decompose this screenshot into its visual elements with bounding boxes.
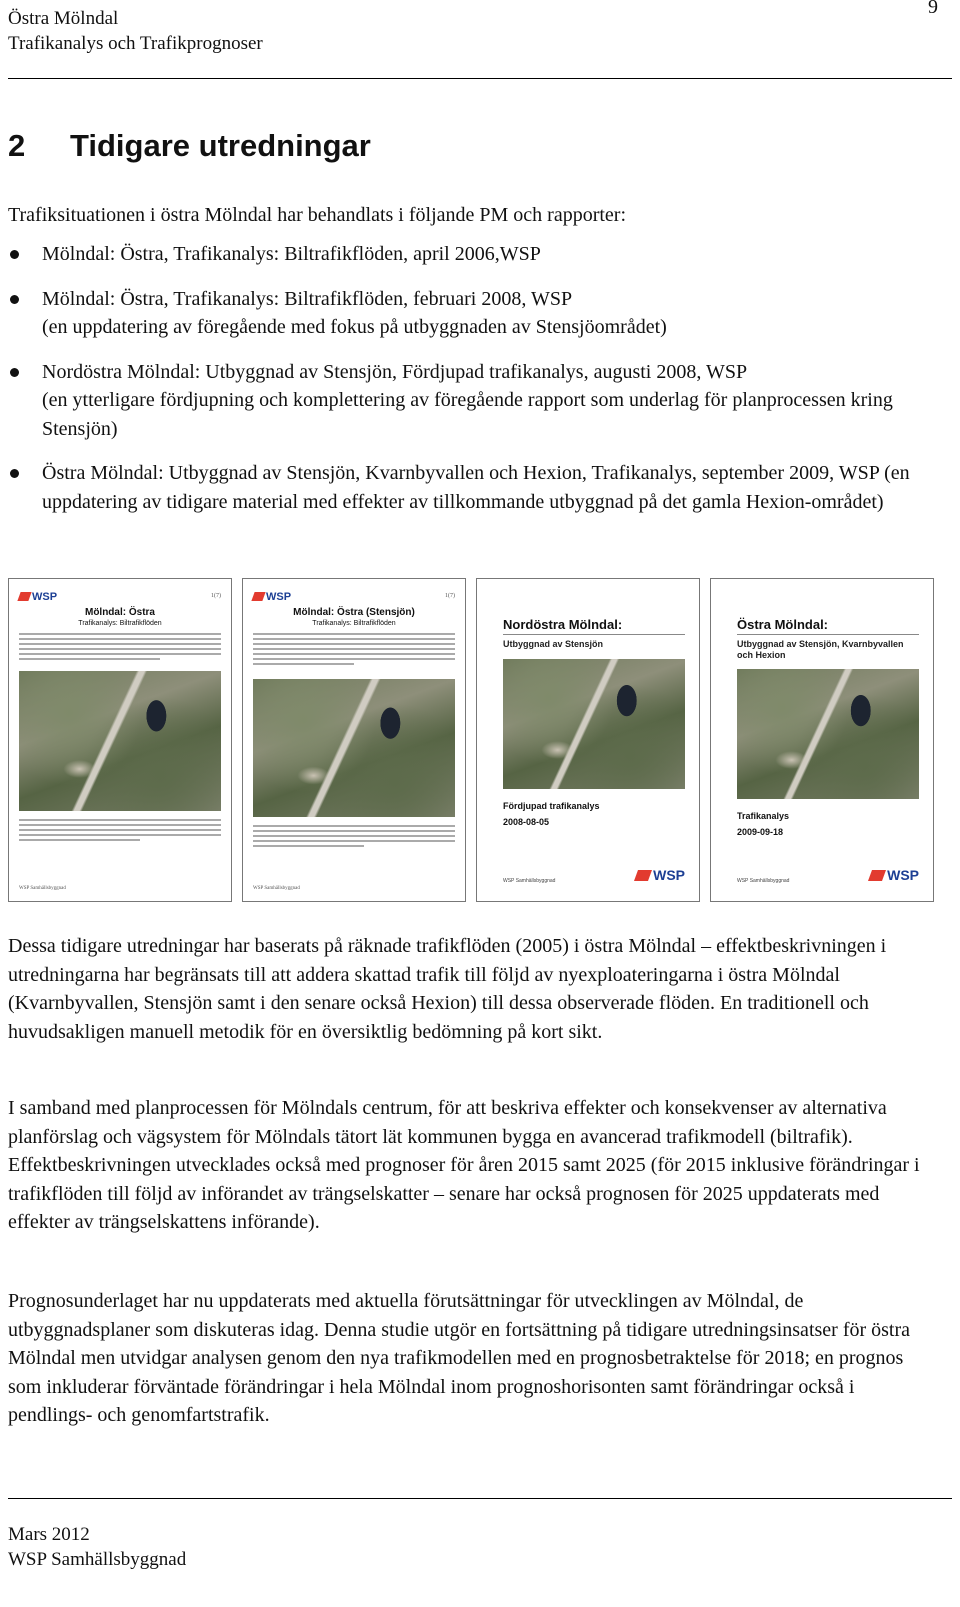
report-title: Östra Mölndal: Utbyggnad av Stensjön, Kvarnbyvallen och Hexion, Trafikanalys, september 2009, WSP (en uppdatering av tidigare material med effekter av tillkommande utbyggnad på det gamla Hexion-området) [42, 462, 910, 513]
intro-text: Trafiksituationen i östra Mölndal har behandlats i följande PM och rapporter: [8, 204, 627, 226]
report-list [8, 240, 923, 532]
body-paragraph: I samband med planprocessen för Mölndals centrum, för att beskriva effekter och konsekvenser av alternativa planförslag och vägsystem för Mölndals tätort lät kommunen bygga en avancerad trafikmodell (biltrafik). Effektbeskrivningen utvecklades också med prognoser för åren 2015 samt 2025 (för 2015 inklusive förändringar i trafikflöden till följd av införandet av trängselskatter – senare har också prognosen för 2025 uppdaterats med effekter av trängselskattens införande). [8, 1097, 920, 1233]
page-number: 9 [928, 0, 938, 18]
running-header [8, 6, 263, 56]
thumbnail-page-number: 1(7) [445, 593, 455, 599]
report-title: Mölndal: Östra, Trafikanalys: Biltrafikflöden, april 2006,WSP [42, 243, 541, 265]
aerial-map-image [19, 671, 221, 811]
report-cover-thumbnail [710, 578, 934, 902]
wsp-logo: WSP [870, 867, 919, 883]
report-item [8, 459, 923, 516]
thumbnail-text-block [19, 819, 221, 844]
cover-divider [737, 634, 919, 635]
thumbnail-footer: WSP Samhällsbyggnad [19, 886, 66, 891]
cover-subtitle: Utbyggnad av Stensjön, Kvarnbyvallen och Hexion [737, 639, 904, 660]
wsp-logo: WSP [253, 591, 291, 603]
wsp-logo: WSP [636, 867, 685, 883]
cover-credit: WSP Samhällsbyggnad [737, 878, 790, 884]
cover-date: 2009-09-18 [737, 827, 784, 837]
report-cover-thumbnail [476, 578, 700, 902]
cover-title: Östra Mölndal: [737, 617, 829, 632]
body-paragraph: Prognosunderlaget har nu uppdaterats med aktuella förutsättningar för utvecklingen av Mölndal, de utbyggnadsplaner som diskuteras idag. Denna studie utgör en fortsättning på tidigare utredningsinsatser för östra Mölndal men utvidgar analysen genom den nya trafikmodellen med en prognosbetraktelse för 2018; en prognos som inkluderar förväntade förändringar i hela Mölndal inom prognoshorisonten samt förändringar också i pendlings- och genomfartstrafik. [8, 1290, 911, 1426]
thumbnail-subtitle: Trafikanalys: Biltrafikflöden [78, 620, 162, 627]
cover-document-type: Trafikanalys [737, 811, 790, 821]
aerial-map-image [253, 679, 455, 817]
report-note: (en ytterligare fördjupning och komplettering av föregående rapport som underlag för planprocessen kring Stensjön) [42, 389, 893, 440]
thumbnail-footer: WSP Samhällsbyggnad [253, 886, 300, 891]
cover-subtitle: Utbyggnad av Stensjön [503, 639, 604, 649]
cover-document-type: Fördjupad trafikanalys [503, 801, 600, 811]
cover-title: Nordöstra Mölndal: [503, 617, 623, 632]
chapter-heading [8, 128, 371, 164]
thumbnail-title: Mölndal: Östra [84, 607, 155, 618]
thumbnail-page-number: 1(7) [211, 593, 221, 599]
footer-date: Mars 2012 [8, 1524, 90, 1545]
thumbnail-text-block [253, 633, 455, 668]
header-subtitle: Trafikanalys och Trafikprognoser [8, 33, 263, 54]
thumbnail-text-block [253, 825, 455, 850]
body-paragraph: Dessa tidigare utredningar har baserats på räknade trafikflöden (2005) i östra Mölndal – effektbeskrivningen i utredningarna har begränsats till att addera skattad trafik till följd av nyexploateringarna i östra Mölndal (Kvarnbyvallen, Stensjön samt i den senare också Hexion) till dessa observerade flöden. En traditionell och huvudsakligen manuell metodik för en översiktlig bedömning på kort sikt. [8, 935, 887, 1043]
thumbnail-subtitle: Trafikanalys: Biltrafikflöden [312, 620, 396, 627]
report-item [8, 285, 923, 342]
footer-divider [8, 1498, 952, 1499]
cover-divider [503, 634, 685, 635]
thumbnail-text-block [19, 633, 221, 663]
report-thumbnail [242, 578, 466, 902]
chapter-title: Tidigare utredningar [70, 128, 371, 163]
cover-credit: WSP Samhällsbyggnad [503, 878, 556, 884]
aerial-map-image [737, 669, 919, 799]
running-footer [8, 1522, 186, 1572]
report-title: Mölndal: Östra, Trafikanalys: Biltrafikflöden, februari 2008, WSP [42, 287, 573, 310]
wsp-logo: WSP [19, 591, 57, 603]
report-thumbnail [8, 578, 232, 902]
report-item [8, 358, 923, 444]
thumbnail-title: Mölndal: Östra (Stensjön) [293, 607, 415, 618]
report-title: Nordöstra Mölndal: Utbyggnad av Stensjön, Fördjupad trafikanalys, augusti 2008, WSP [42, 360, 748, 383]
cover-date: 2008-08-05 [503, 817, 550, 827]
header-title: Östra Mölndal [8, 8, 119, 29]
aerial-map-image [503, 659, 685, 789]
report-item [8, 240, 923, 269]
report-thumbnails [8, 578, 936, 902]
report-note: (en uppdatering av föregående med fokus på utbyggnaden av Stensjöområdet) [42, 316, 667, 338]
footer-organisation: WSP Samhällsbyggnad [8, 1549, 187, 1570]
header-divider [8, 78, 952, 79]
chapter-number: 2 [8, 128, 26, 163]
